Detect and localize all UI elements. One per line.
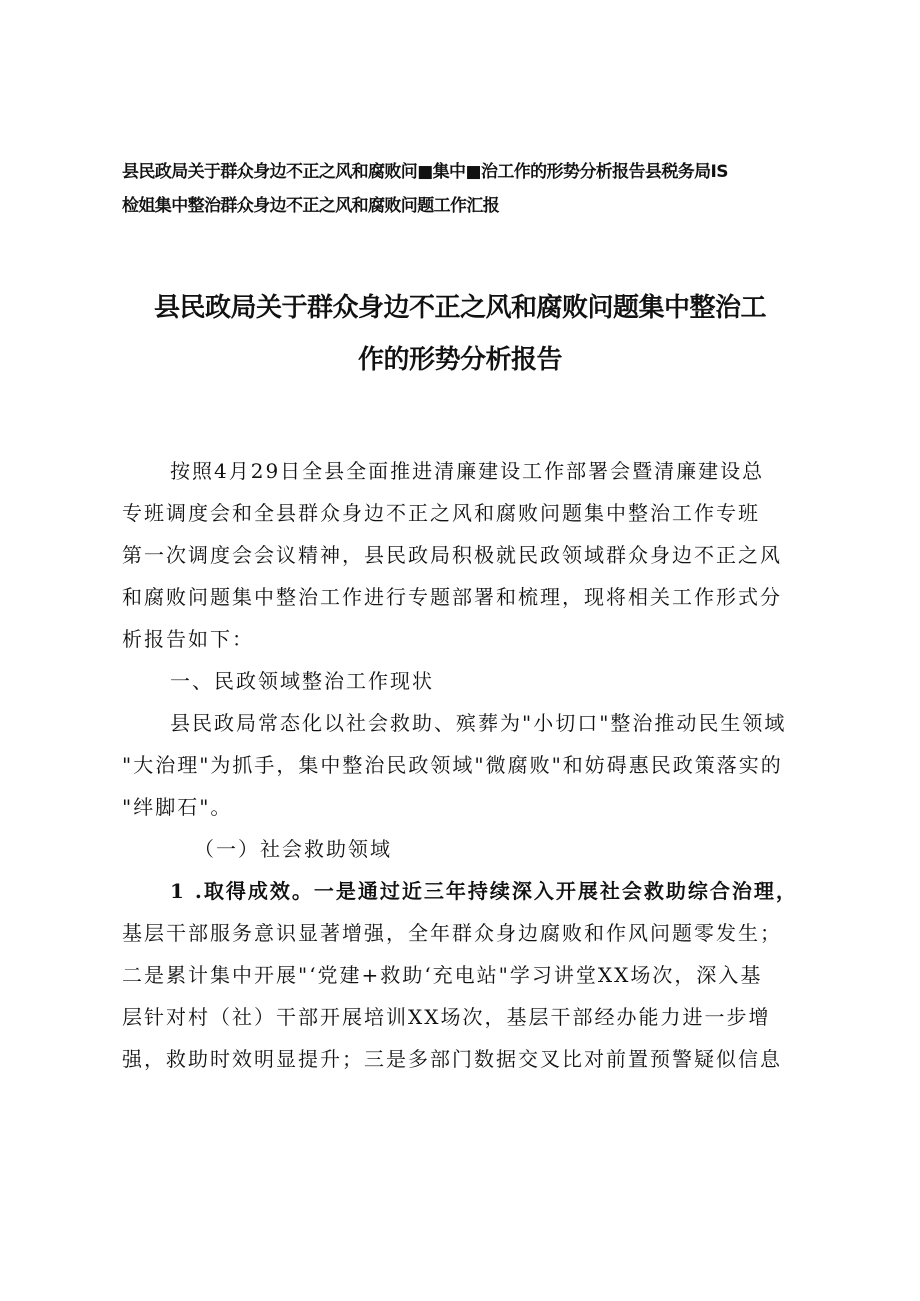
- document-caption: [122, 155, 822, 223]
- paragraph-line: 强，救助时效明显提升；三是多部门数据交叉比对前置预警疑似信息: [122, 1047, 782, 1071]
- paragraph-line: 第一次调度会会议精神，县民政局积极就民政领域群众身边不正之风: [122, 543, 782, 567]
- title-line-2: 作的形势分析报告: [357, 345, 562, 375]
- paragraph-line: "绊脚石"。: [122, 795, 233, 819]
- paragraph-line: 析报告如下：: [122, 627, 254, 651]
- caption-line-2: 检姐集中整治群众身边不正之风和腐败问题工作汇报: [122, 196, 500, 216]
- paragraph-line: 1 .取得成效。一是通过近三年持续深入开展社会救助综合治理，: [170, 879, 798, 903]
- section-heading: 一、民政领域整治工作现状: [170, 669, 434, 693]
- paragraph-line: 和腐败问题集中整治工作进行专题部署和梳理，现将相关工作形式分: [122, 585, 782, 609]
- paragraph-line: 县民政局常态化以社会救助、殡葬为"小切口"整治推动民生领域: [170, 711, 787, 735]
- paragraph-line: 按照4月29日全县全面推进清廉建设工作部署会暨清廉建设总: [170, 459, 765, 483]
- paragraph-line: 层针对村（社）干部开展培训XX场次，基层干部经办能力进一步增: [122, 1005, 771, 1029]
- paragraph-line: "大治理"为抓手，集中整治民政领域"微腐败"和妨碍惠民政策落实的: [122, 753, 783, 777]
- paragraph-line: 二是累计集中开展"‘党建+救助‘充电站"学习讲堂XX场次，深入基: [122, 963, 763, 987]
- title-line-1: 县民政局关于群众身边不正之风和腐败问题集中整治工: [153, 293, 766, 323]
- document-body: [122, 450, 812, 1080]
- paragraph-line: 基层干部服务意识显著增强，全年群众身边腐败和作风问题零发生；: [122, 921, 782, 945]
- paragraph-line: 专班调度会和全县群众身边不正之风和腐败问题集中整治工作专班: [122, 501, 760, 525]
- caption-line-1: 县民政局关于群众身边不正之风和腐败问■集中■治工作的形势分析报告县税务局IS: [122, 162, 728, 182]
- subsection-heading: （一）社会救助领域: [194, 837, 392, 861]
- document-title: [100, 282, 820, 386]
